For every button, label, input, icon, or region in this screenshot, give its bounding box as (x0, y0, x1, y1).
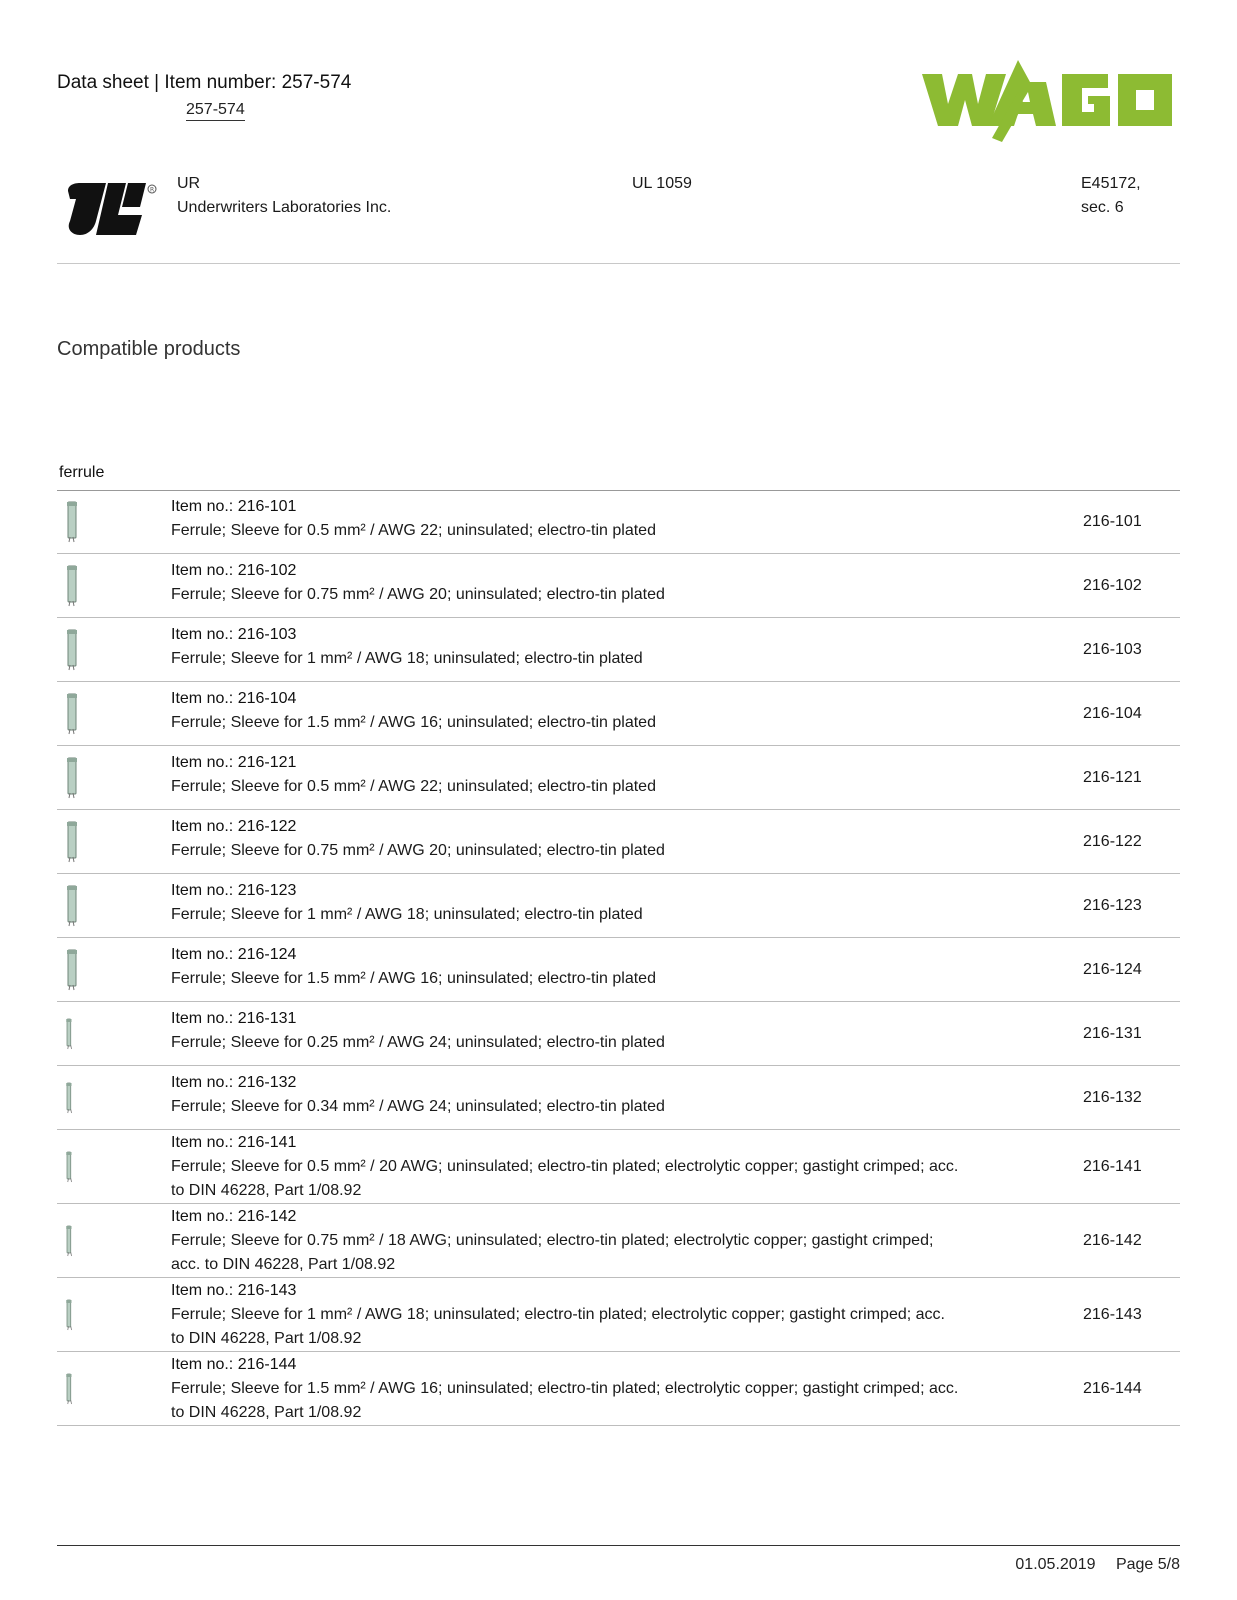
product-description (171, 559, 961, 607)
divider (57, 263, 1180, 264)
ferrule-icon (64, 821, 80, 863)
ferrule-icon (64, 1220, 76, 1262)
product-description-text: Ferrule; Sleeve for 0.5 mm² / AWG 22; uninsulated; electro-tin plated (171, 778, 656, 795)
wago-logo (922, 58, 1178, 142)
product-description-text: Ferrule; Sleeve for 0.75 mm² / AWG 20; uninsulated; electro-tin plated (171, 842, 665, 859)
ferrule-icon (64, 501, 80, 543)
approval-standard: UL 1059 (632, 175, 692, 192)
ferrule-icon (64, 1146, 76, 1188)
product-code-link[interactable]: 216-143 (1083, 1305, 1142, 1323)
product-description (171, 1205, 961, 1277)
product-description-text: Ferrule; Sleeve for 1 mm² / AWG 18; uninsulated; electro-tin plated (171, 906, 643, 923)
product-row[interactable] (57, 1204, 1180, 1278)
product-item-number: Item no.: 216-122 (171, 818, 297, 835)
product-code-link[interactable]: 216-104 (1083, 704, 1142, 722)
approval-file (1081, 172, 1171, 220)
approval-org-name: Underwriters Laboratories Inc. (177, 199, 392, 216)
section-title: Compatible products (57, 338, 241, 360)
product-item-number: Item no.: 216-131 (171, 1010, 297, 1027)
product-item-number: Item no.: 216-103 (171, 626, 297, 643)
approval-file-section: sec. 6 (1081, 199, 1124, 216)
product-code-link[interactable]: 216-144 (1083, 1379, 1142, 1397)
product-row[interactable] (57, 1278, 1180, 1352)
product-row[interactable] (57, 938, 1180, 1002)
footer (999, 1556, 1180, 1574)
footer-date: 01.05.2019 (1015, 1556, 1096, 1573)
product-description-text: Ferrule; Sleeve for 1 mm² / AWG 18; uninsulated; electro-tin plated; electrolytic copper; gastight crimped; acc. to DIN 46228, Part 1/08.92 (171, 1306, 945, 1347)
approval-mark: UR (177, 175, 201, 192)
product-description-text: Ferrule; Sleeve for 0.75 mm² / AWG 20; uninsulated; electro-tin plated (171, 586, 665, 603)
product-description (171, 815, 961, 863)
product-code-link[interactable]: 216-131 (1083, 1024, 1142, 1042)
product-item-number: Item no.: 216-121 (171, 754, 297, 771)
product-code-link[interactable]: 216-142 (1083, 1231, 1142, 1249)
ferrule-icon (64, 949, 80, 991)
svg-text:R: R (150, 186, 155, 194)
footer-divider (57, 1545, 1180, 1546)
product-item-number: Item no.: 216-132 (171, 1074, 297, 1091)
product-description-text: Ferrule; Sleeve for 0.5 mm² / AWG 22; uninsulated; electro-tin plated (171, 522, 656, 539)
product-row[interactable] (57, 682, 1180, 746)
product-description (171, 1071, 961, 1119)
product-description-text: Ferrule; Sleeve for 0.75 mm² / 18 AWG; uninsulated; electro-tin plated; electrolytic copper; gastight crimped; acc. to DIN 46228, Part 1/08.92 (171, 1232, 934, 1273)
group-label: ferrule (59, 464, 105, 481)
product-description (171, 495, 961, 543)
ferrule-icon (64, 885, 80, 927)
ferrule-icon (64, 1294, 76, 1336)
ferrule-icon (64, 757, 80, 799)
product-row[interactable] (57, 1130, 1180, 1204)
item-number-link[interactable]: 257-574 (186, 101, 245, 121)
approval-org (177, 172, 391, 220)
ferrule-icon (64, 1368, 76, 1410)
product-item-number: Item no.: 216-123 (171, 882, 297, 899)
product-row[interactable] (57, 1066, 1180, 1130)
product-description-text: Ferrule; Sleeve for 1.5 mm² / AWG 16; uninsulated; electro-tin plated; electrolytic copper; gastight crimped; acc. to DIN 46228, Part 1/08.92 (171, 1380, 959, 1421)
product-code-link[interactable]: 216-132 (1083, 1088, 1142, 1106)
ferrule-icon (64, 629, 80, 671)
product-item-number: Item no.: 216-143 (171, 1282, 297, 1299)
product-row[interactable] (57, 874, 1180, 938)
product-item-number: Item no.: 216-102 (171, 562, 297, 579)
product-description (171, 623, 961, 671)
product-description-text: Ferrule; Sleeve for 1.5 mm² / AWG 16; uninsulated; electro-tin plated (171, 970, 656, 987)
ferrule-icon (64, 1013, 76, 1055)
approval-file-number: E45172, (1081, 175, 1141, 192)
product-code-link[interactable]: 216-101 (1083, 512, 1142, 530)
ferrule-icon (64, 565, 80, 607)
product-description-text: Ferrule; Sleeve for 0.25 mm² / AWG 24; uninsulated; electro-tin plated (171, 1034, 665, 1051)
product-description (171, 751, 961, 799)
ferrule-icon (64, 1077, 76, 1119)
product-row[interactable] (57, 810, 1180, 874)
compatible-products-list (57, 490, 1180, 1426)
product-description-text: Ferrule; Sleeve for 1.5 mm² / AWG 16; uninsulated; electro-tin plated (171, 714, 656, 731)
product-description (171, 687, 961, 735)
product-description-text: Ferrule; Sleeve for 0.34 mm² / AWG 24; uninsulated; electro-tin plated (171, 1098, 665, 1115)
product-row[interactable] (57, 1002, 1180, 1066)
product-row[interactable] (57, 1352, 1180, 1426)
product-item-number: Item no.: 216-124 (171, 946, 297, 963)
product-code-link[interactable]: 216-122 (1083, 832, 1142, 850)
product-description-text: Ferrule; Sleeve for 1 mm² / AWG 18; uninsulated; electro-tin plated (171, 650, 643, 667)
product-description (171, 879, 961, 927)
product-code-link[interactable]: 216-141 (1083, 1157, 1142, 1175)
product-row[interactable] (57, 618, 1180, 682)
product-row[interactable] (57, 490, 1180, 554)
product-item-number: Item no.: 216-141 (171, 1134, 297, 1151)
product-code-link[interactable]: 216-103 (1083, 640, 1142, 658)
footer-page: Page 5/8 (1115, 1556, 1180, 1573)
product-item-number: Item no.: 216-104 (171, 690, 297, 707)
product-row[interactable] (57, 746, 1180, 810)
ferrule-icon (64, 693, 80, 735)
product-item-number: Item no.: 216-101 (171, 498, 297, 515)
product-code-link[interactable]: 216-121 (1083, 768, 1142, 786)
product-item-number: Item no.: 216-144 (171, 1356, 297, 1373)
page-title: Data sheet | Item number: 257-574 (57, 72, 352, 93)
product-description (171, 1131, 961, 1203)
product-description (171, 943, 961, 991)
product-code-link[interactable]: 216-123 (1083, 896, 1142, 914)
product-description (171, 1353, 961, 1425)
product-description (171, 1007, 961, 1055)
product-description-text: Ferrule; Sleeve for 0.5 mm² / 20 AWG; uninsulated; electro-tin plated; electrolytic copper; gastight crimped; acc. to DIN 46228, Part 1/08.92 (171, 1158, 959, 1199)
product-code-link[interactable]: 216-124 (1083, 960, 1142, 978)
product-description (171, 1279, 961, 1351)
product-item-number: Item no.: 216-142 (171, 1208, 297, 1225)
ul-mark-icon (66, 181, 158, 241)
product-row[interactable] (57, 554, 1180, 618)
product-code-link[interactable]: 216-102 (1083, 576, 1142, 594)
